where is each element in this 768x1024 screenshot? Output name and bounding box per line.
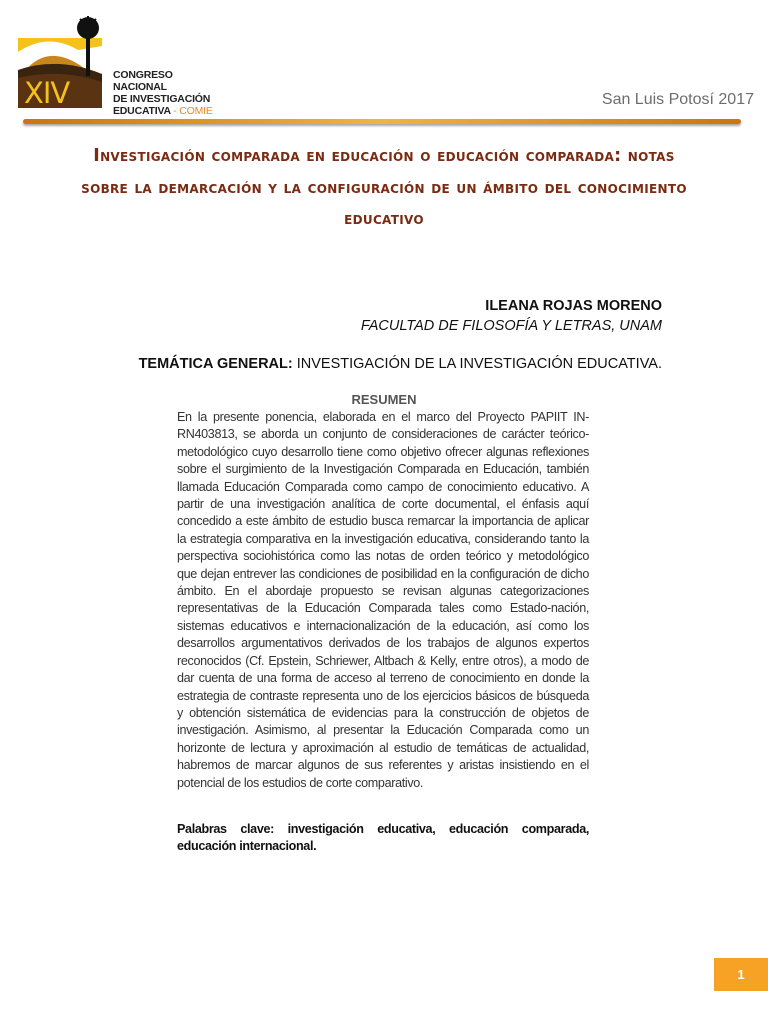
topic-label: TEMÁTICA GENERAL: xyxy=(138,356,293,372)
congress-location: San Luis Potosí 2017 xyxy=(601,91,754,108)
author-name: ILEANA ROJAS MORENO xyxy=(485,298,662,314)
page-number: 1 xyxy=(714,958,768,991)
congress-number: XIV xyxy=(24,76,70,110)
header-divider xyxy=(23,119,741,124)
abstract-body: En la presente ponencia, elaborada en el marco del Proyecto PAPIIT IN-RN403813, se aborda un conjunto de consideraciones de carácter teórico-metodológico cuyo desarrollo tiene como objetivo ofrecer algunas reflexiones sobre el surgimiento de la Investigación Comparada en Educación, también llamada Educación Comparada como campo de conocimiento educativo. A partir de una investigación analítica de corte documental, el énfasis aquí concedido a este ámbito de estudio busca remarcar la importancia de aplicar la estrategia comparativa en la investigación educativa, considerando tanto la perspectiva sociohistórica como las notas de orden teórico y metodológico que dejan entrever las condiciones de posibilidad en la configuración de dicho ámbito. En el abordaje propuesto se revisan algunas categorizaciones representativas de la Educación Comparada tales como Estado-nación, sistemas educativos e internacionalización de la educación, así como los desarrollos argumentativos derivados de los trabajos de algunos expertos reconocidos (Cf. Epstein, Schriewer, Altbach & Kelly, entre otros), a modo de dar cuenta de una forma de acceso al terreno de conocimiento en donde la estrategia de contraste representa uno de los ejercicios básicos de búsqueda y obtención sistemática de evidencias para la construcción de objetos de investigación. Asimismo, al presentar la Educación Comparada como un horizonte de lectura y aproximación al estudio de temáticas de actualidad, habremos de marcar algunos de sus referentes y aristas insistiendo en el potencial de los estudios de corte comparativo. xyxy=(177,410,589,790)
paper-title: Investigación comparada en educación o educación comparada: notas sobre la demarcación y la configuración de un ámbito del conocimiento educativo xyxy=(81,146,687,229)
abstract-heading: RESUMEN xyxy=(351,392,417,407)
general-topic: TEMÁTICA GENERAL: INVESTIGACIÓN DE LA INVESTIGACIÓN EDUCATIVA. xyxy=(138,356,662,372)
congress-logo xyxy=(18,12,223,117)
congress-name: CONGRESO NACIONAL DE INVESTIGACIÓN EDUCATIVA - COMIE xyxy=(113,69,213,117)
author-affiliation: FACULTAD DE FILOSOFÍA Y LETRAS, UNAM xyxy=(360,318,662,334)
topic-value: INVESTIGACIÓN DE LA INVESTIGACIÓN EDUCATIVA xyxy=(296,356,658,372)
keywords: Palabras clave: investigación educativa, educación comparada, educación internacional. xyxy=(177,822,589,854)
